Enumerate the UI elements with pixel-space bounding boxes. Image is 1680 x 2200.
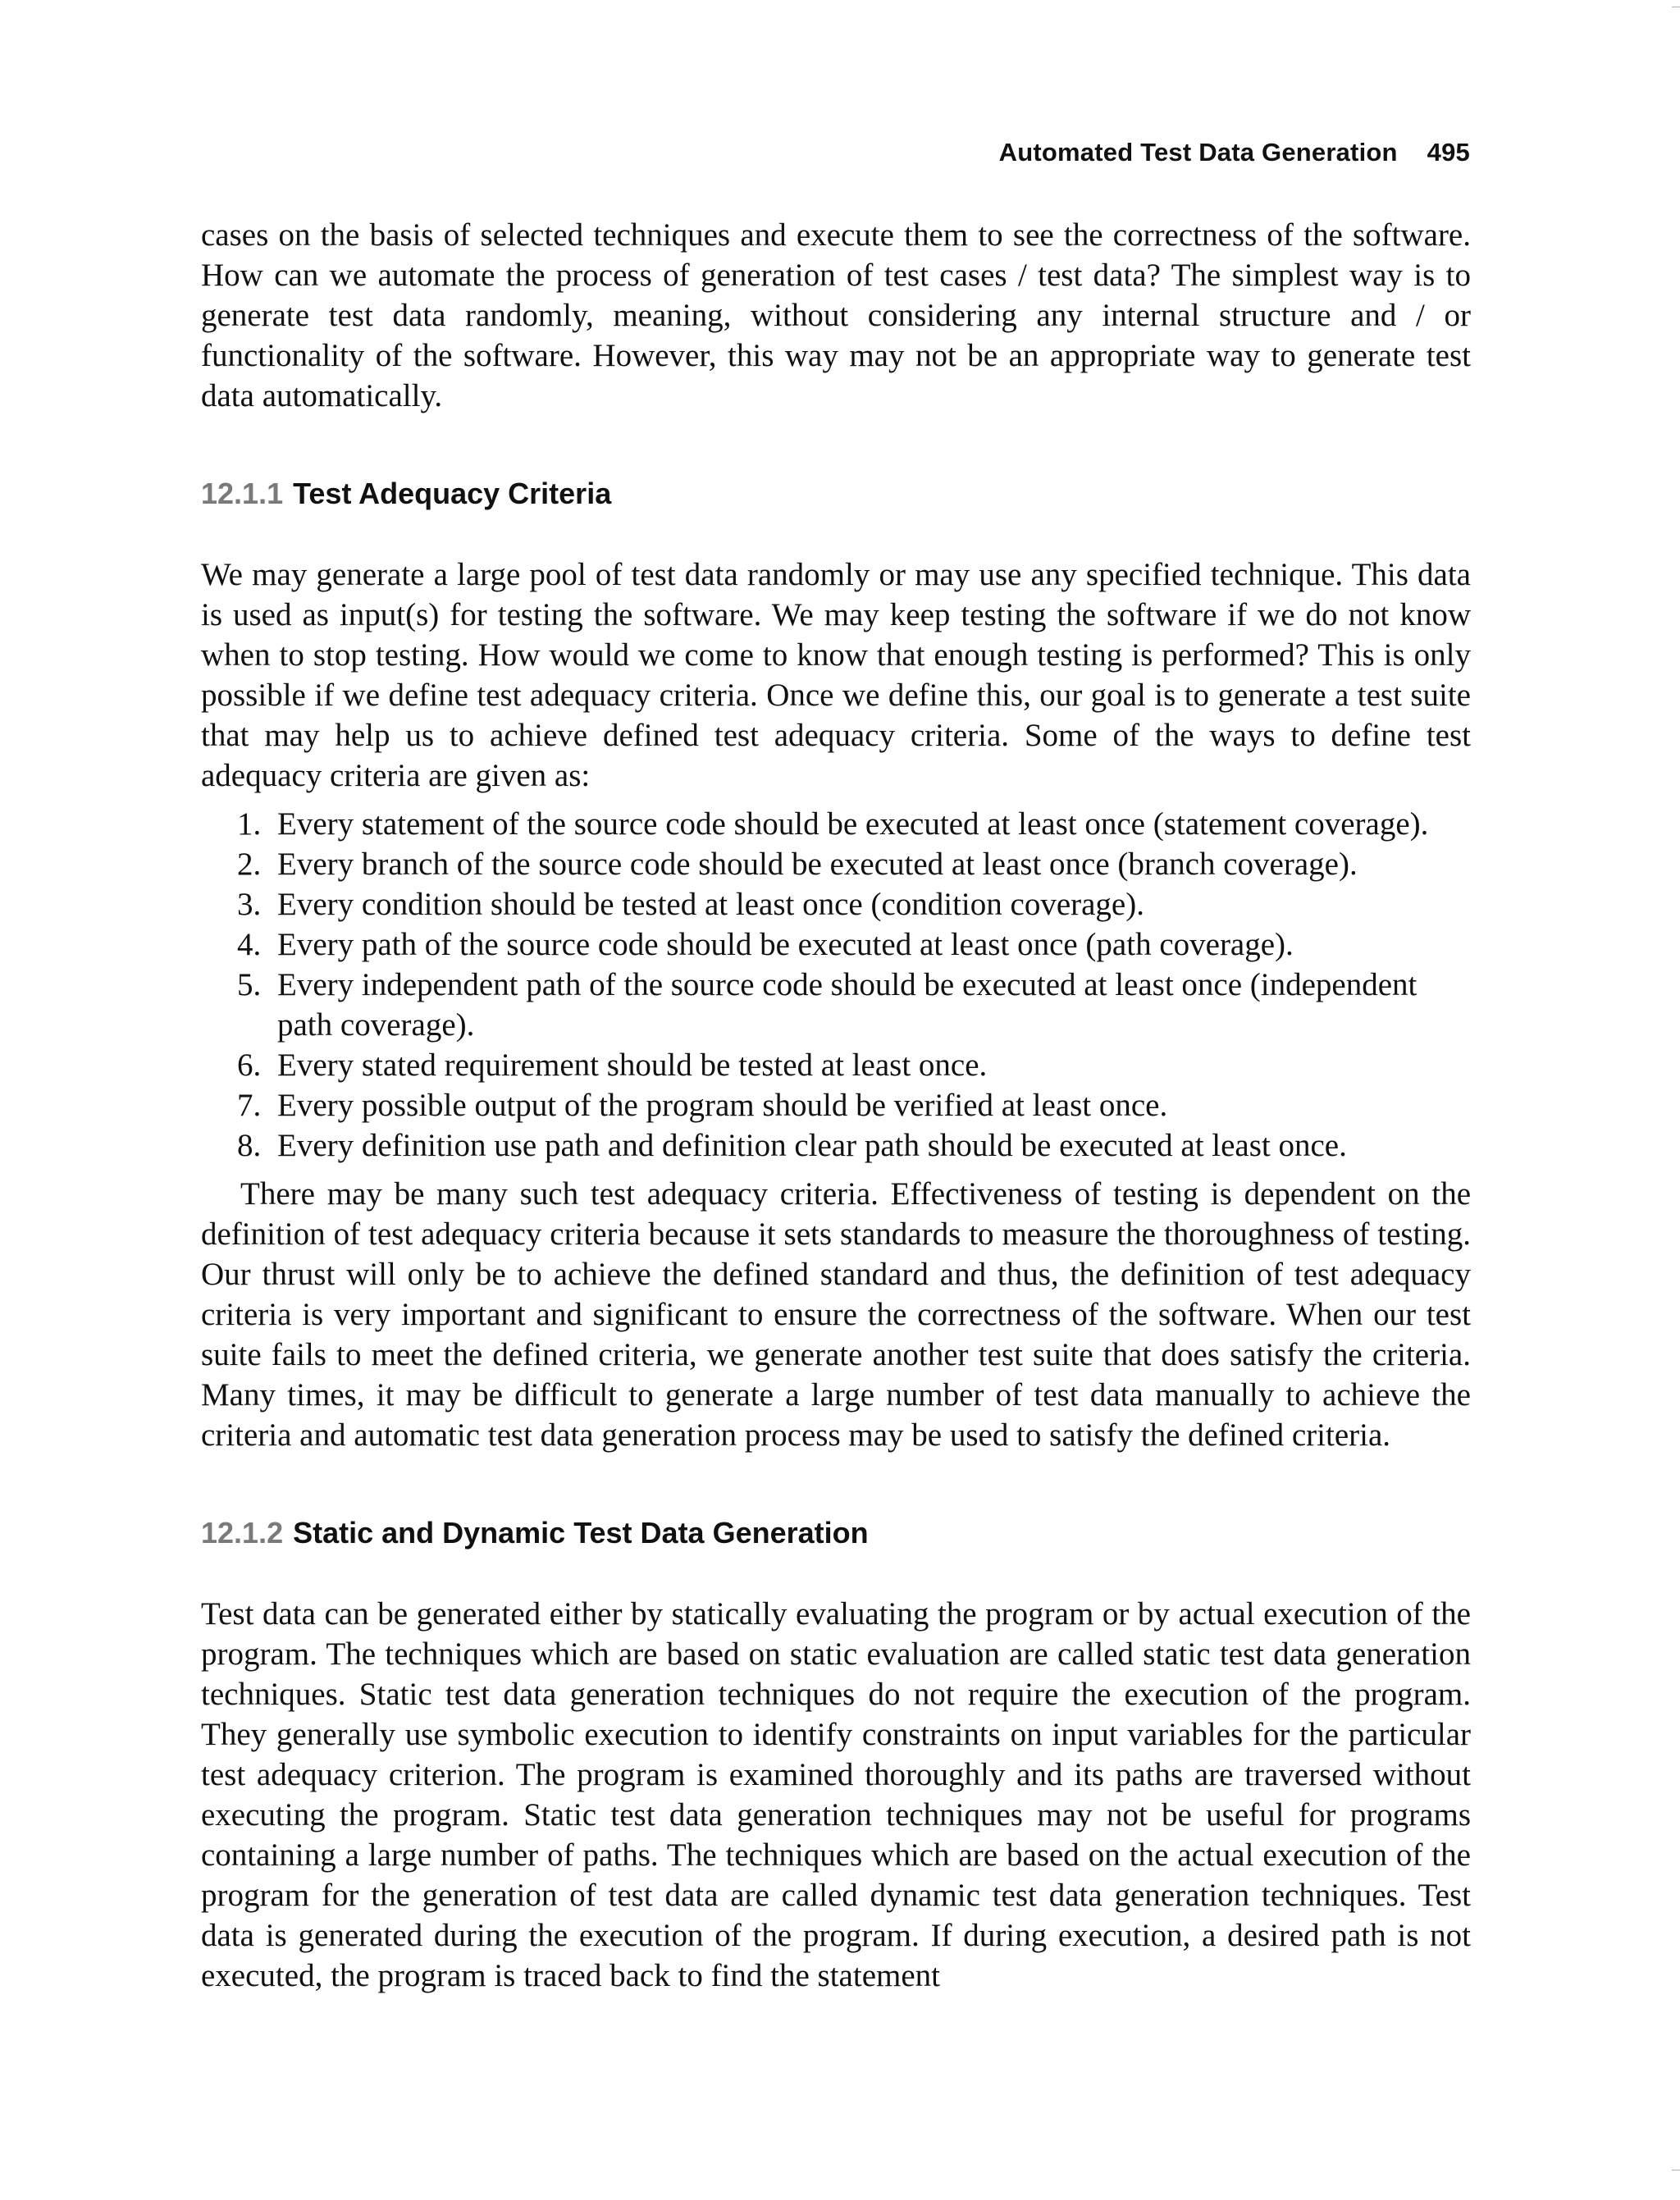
section-title: Static and Dynamic Test Data Generation [293, 1516, 869, 1550]
list-marker: 4. [237, 927, 262, 962]
list-item [201, 804, 1471, 844]
list-item-text: Every condition should be tested at least once (condition coverage). [277, 887, 1144, 922]
list-marker: 3. [237, 887, 262, 922]
section-number: 12.1.1 [201, 477, 284, 510]
section-title: Test Adequacy Criteria [293, 477, 612, 510]
adequacy-intro-paragraph: We may generate a large pool of test data randomly or may use any specified technique. This data is used as input(s) for testing the software. We may keep testing the software if we do not know when to stop testing. How would we come to know that enough testing is performed? This is only possible if we define test adequacy criteria. Once we define this, our goal is to generate a test suite that may help us to achieve defined test adequacy criteria. Some of the ways to define test adequacy criteria are given as: [201, 557, 1471, 793]
section-heading-test-adequacy-criteria [201, 476, 1471, 512]
list-item [201, 1125, 1471, 1166]
list-item [201, 884, 1471, 924]
list-item-text: Every possible output of the program should be verified at least once. [277, 1088, 1168, 1123]
list-marker: 8. [237, 1128, 262, 1163]
running-head-title: Automated Test Data Generation [998, 138, 1398, 167]
section-heading-static-dynamic-generation [201, 1515, 1471, 1551]
list-item-text: Every statement of the source code should be executed at least once (statement coverage). [277, 806, 1429, 842]
list-item-text: Every path of the source code should be executed at least once (path coverage). [277, 927, 1294, 962]
list-item [201, 924, 1471, 965]
page-number: 495 [1427, 138, 1470, 167]
list-item [201, 965, 1471, 1045]
list-item-text: Every branch of the source code should be executed at least once (branch coverage). [277, 847, 1358, 882]
list-item-text: Every stated requirement should be tested at least once. [277, 1048, 988, 1083]
list-marker: 2. [237, 847, 262, 882]
intro-paragraph: cases on the basis of selected techniques and execute them to see the correctness of the software. How can we automate the process of generation of test cases / test data? The simplest way is to generate test data randomly, meaning, without considering any internal structure and / or functionality of the software. However, this way may not be an appropriate way to generate test data automatically. [201, 217, 1471, 413]
list-item [201, 1085, 1471, 1125]
list-item [201, 844, 1471, 884]
adequacy-closing-paragraph: There may be many such test adequacy criteria. Effectiveness of testing is dependent on the definition of test adequacy criteria because it sets standards to measure the thoroughness of testing. Our thrust will only be to achieve the defined standard and thus, the definition of test adequacy criteria is very important and significant to ensure the correctness of the software. When our test suite fails to meet the defined criteria, we generate another test suite that does satisfy the criteria. Many times, it may be difficult to generate a large number of test data manually to achieve the criteria and automatic test data generation process may be used to satisfy the defined criteria. [201, 1176, 1471, 1453]
list-marker: 6. [237, 1048, 262, 1083]
running-head [999, 138, 1470, 167]
list-item-text: Every independent path of the source code should be executed at least once (independent path coverage). [277, 967, 1418, 1043]
adequacy-criteria-list [201, 804, 1471, 1166]
static-dynamic-paragraph: Test data can be generated either by statically evaluating the program or by actual execution of the program. The techniques which are based on static evaluation are called static test data generation techniques. Static test data generation techniques do not require the execution of the program. They generally use symbolic execution to identify constraints on input variables for the particular test adequacy criterion. The program is examined thoroughly and its paths are traversed without executing the program. Static test data generation techniques may not be useful for programs containing a large number of paths. The techniques which are based on the actual execution of the program for the generation of test data are called dynamic test data generation techniques. Test data is generated during the execution of the program. If during execution, a desired path is not executed, the program is traced back to find the statement [201, 1596, 1471, 1993]
list-marker: 1. [237, 806, 262, 842]
page-body [201, 215, 1471, 1996]
list-marker: 5. [237, 967, 262, 1002]
list-item-text: Every definition use path and definition clear path should be executed at least once. [277, 1128, 1347, 1163]
list-marker: 7. [237, 1088, 262, 1123]
list-item [201, 1045, 1471, 1085]
section-number: 12.1.2 [201, 1516, 284, 1550]
